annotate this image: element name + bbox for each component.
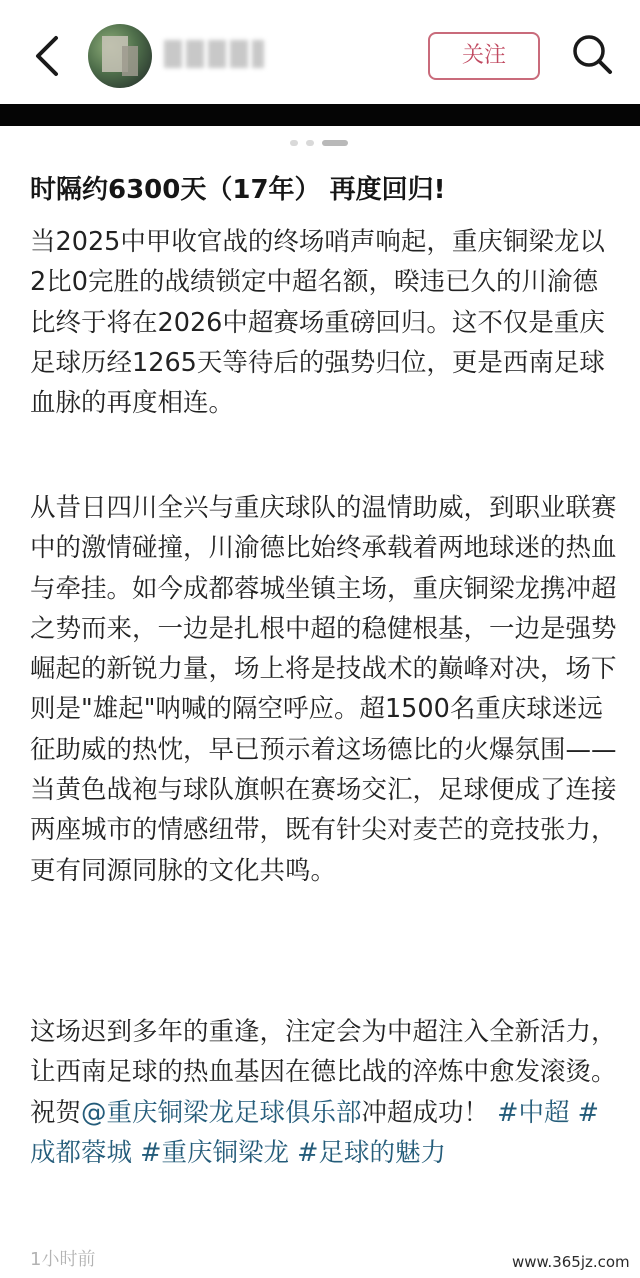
post-paragraph	[30, 1012, 620, 1173]
post-paragraph: 从昔日四川全兴与重庆球队的温情助威，到职业联赛中的激情碰撞，川渝德比始终承载着两地球迷的热血与牵挂。如今成都蓉城坐镇主场，重庆铜梁龙携冲超之势而来，一边是扎根中超的稳健根基，一边是强势崛起的新锐力量，场上将是技战术的巅峰对决，场下则是"雄起"呐喊的隔空呼应。超1500名重庆球迷远征助威的热忱，早已预示着这场德比的火爆氛围——当黄色战袍与球队旗帜在赛场交汇，足球便成了连接两座城市的情感纽带，既有针尖对麦芒的竞技张力，更有同源同脉的文化共鸣。	[30, 493, 617, 886]
hashtag-link[interactable]: #成都蓉城	[30, 1097, 599, 1168]
post-paragraph: 当2025中甲收官战的终场哨声响起，重庆铜梁龙以2比0完胜的战绩锁定中超名额，暌违已久的川渝德比终于将在2026中超赛场重磅回归。这不仅是重庆足球历经1265天等待后的强势归位，更是西南足球血脉的再度相连。	[30, 227, 605, 419]
back-chevron-icon[interactable]	[26, 30, 70, 82]
post-title: 时隔约6300天（17年） 再度回归!	[30, 175, 446, 205]
follow-button[interactable]: 关注	[428, 32, 540, 80]
top-bar	[0, 0, 640, 104]
indicator-dot	[306, 140, 314, 146]
hashtag-link[interactable]: #中超	[497, 1097, 570, 1128]
hashtag-link[interactable]: #足球的魅力	[297, 1137, 446, 1168]
author-name-blurred[interactable]	[164, 40, 268, 68]
paragraph-text: 这场迟到多年的重逢，注定会为中超注入全新活力，让西南足球的热血基因在德比战的淬炼中愈发滚烫。祝贺	[30, 1017, 617, 1128]
search-icon[interactable]	[568, 30, 616, 78]
image-strip-edge	[0, 104, 640, 126]
paragraph-text: 冲超成功！	[361, 1097, 498, 1128]
site-watermark: www.365jz.com	[512, 1253, 630, 1271]
indicator-dot-active	[322, 140, 348, 146]
post-time: 1小时前	[30, 1249, 96, 1270]
indicator-dot	[290, 140, 298, 146]
mention-link[interactable]: @重庆铜梁龙足球俱乐部	[81, 1097, 362, 1128]
image-page-indicator	[290, 138, 354, 148]
author-avatar[interactable]	[88, 24, 152, 88]
hashtag-link[interactable]: #重庆铜梁龙	[140, 1137, 289, 1168]
